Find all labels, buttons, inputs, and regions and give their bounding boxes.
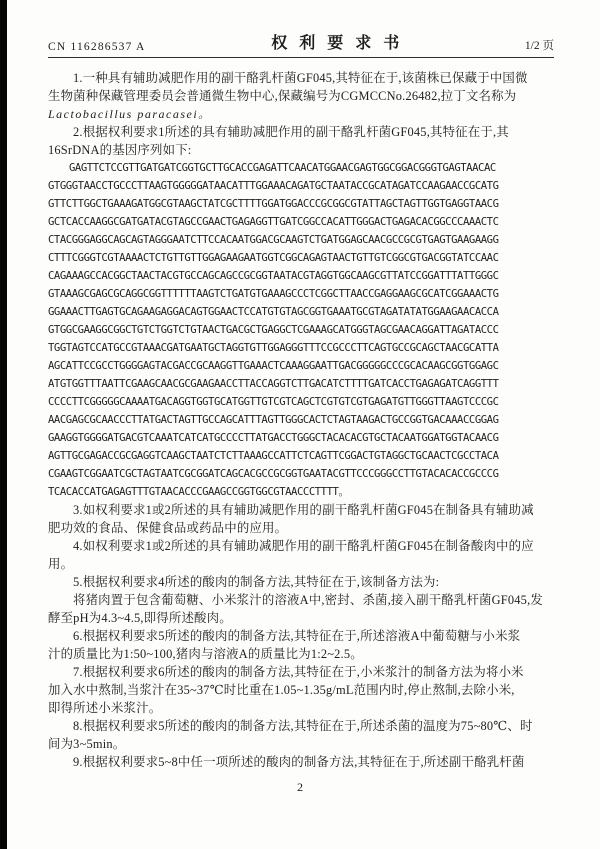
- dna-sequence-line: GTGGGTAACCTGCCCTTAAGTGGGGGATAACATTTGGAAACAGATGCTAATACCGCATAGATCCAAGAACCGCATG: [48, 180, 499, 192]
- dna-sequence-line: GCTCACCAAGGCGATGATACGTAGCCGAACTGAGAGGTTGATCGGCCACATTGGGACTGAGACACGGCCCAAACTC: [48, 216, 499, 228]
- claim-text-line: 9.根据权利要求5~8中任一项所述的酸肉的制备方法,其特征在于,所述副干酪乳杆菌: [73, 755, 525, 769]
- claim-text-line: 5.根据权利要求4所述的酸肉的制备方法,其特征在于,该制备方法为:: [73, 575, 440, 589]
- publication-number: CN 116286537 A: [48, 41, 146, 53]
- dna-sequence-line: CGAAGTCGGAATCGCTAGTAATCGCGGATCAGCACGCCGCGGTGAATACGTTCCCGGGCCTTGTACACACCGCCCG: [48, 468, 499, 480]
- claim-text-line: 16SrDNA的基因序列如下:: [48, 143, 192, 157]
- claim-text-line: 酵至pH为4.3~4.5,即得所述酸肉。: [48, 611, 232, 625]
- dna-sequence-line: ATGTGGTTTAATTCGAAGCAACGCGAAGAACCTTACCAGGTCTTGACATCTTTTGATCACCTGAGAGATCAGGTTT: [48, 378, 499, 390]
- page-header: [48, 30, 554, 58]
- claim-text-line: 用。: [48, 557, 74, 571]
- dna-sequence-line: GGAAACTTGAGTGCAGAAGAGGACAGTGGAACTCCATGTGTAGCGGTGAAATGCGTAGATATATGGAAGAACACCA: [48, 306, 499, 318]
- claim-text-line: 将猪肉置于包含葡萄糖、小米浆汁的溶液A中,密封、杀菌,接入副干酪乳杆菌GF045,发: [73, 593, 543, 607]
- dna-sequence-line: TGGTAGTCCATGCCGTAAACGATGAATGCTAGGTGTTGGAGGGTTTCCGCCCTTCAGTGCCGCAGCTAACGCATTA: [48, 342, 499, 354]
- dna-sequence-line: AGTTGCGAGACCGCGAGGTCAAGCTAATCTCTTAAAGCCATTCTCAGTTCGGACTGTAGGCTGCAACTCGCCTACA: [48, 450, 499, 462]
- claim-text-line: 间为3~5min。: [48, 737, 126, 751]
- dna-sequence-line: CCCCTTCGGGGGCAAAATGACAGGTGGTGCATGGTTGTCGTCAGCTCGTGTCGTGAGATGTTGGGTTAAGTCCCGC: [48, 396, 499, 408]
- claims-body: [48, 69, 554, 771]
- dna-sequence-line: CTACGGGAGGCAGCAGTAGGGAATCTTCCACAATGGACGCAAGTCTGATGGAGCAACGCCGCGTGAGTGAAGAAGG: [48, 234, 499, 246]
- claim-text-line: 6.根据权利要求5所述的酸肉的制备方法,其特征在于,所述溶液A中葡萄糖与小米浆: [73, 629, 521, 643]
- claim-text-line: 汁的质量比为1:50~100,猪肉与溶液A的质量比为1:2~2.5。: [48, 647, 363, 661]
- claim-text-line: 即得所述小米浆汁。: [48, 701, 162, 715]
- claim-text-line: 3.如权利要求1或2所述的具有辅助减肥作用的副干酪乳杆菌GF045在制备具有辅助减: [73, 503, 534, 517]
- dna-sequence-line: AACGAGCGCAACCCTTATGACTAGTTGCCAGCATTTAGTTGGGCACTCTAGTAAGACTGCCGGTGACAAACCGGAG: [48, 414, 499, 426]
- dna-sequence-line: GTAAAGCGAGCGCAGGCGGTTTTTTAAGTCTGATGTGAAAGCCCTCGGCTTAACCGAGGAAGCGCATCGGAAACTG: [48, 288, 499, 300]
- dna-sequence-line: CTTTCGGGTCGTAAAACTCTGTTGTTGGAGAAGAATGGTCGGCAGAGTAACTGTTGTCGGCGTGACGGTATCCAAC: [48, 252, 499, 264]
- claim-text-line: 肥功效的食品、保健食品或药品中的应用。: [48, 521, 288, 535]
- claim-text-line: 生物菌种保藏管理委员会普通微生物中心,保藏编号为CGMCCNo.26482,拉丁文名称为: [48, 89, 517, 103]
- page-number: 2: [297, 780, 303, 794]
- claim-text-line: 8.根据权利要求5所述的酸肉的制备方法,其特征在于,所述杀菌的温度为75~80℃、时: [73, 719, 533, 733]
- claim-text-line: 1.一种具有辅助减肥作用的副干酪乳杆菌GF045,其特征在于,该菌株已保藏于中国微: [73, 71, 528, 85]
- dna-sequence-line: TCACACCATGAGAGTTTGTAACACCCGAAGCCGGTGGCGTAACCCTTTT。: [48, 486, 349, 498]
- claim-text-line: 7.根据权利要求6所述的酸肉的制备方法,其特征在于,小米浆汁的制备方法为将小米: [73, 665, 524, 679]
- latin-name-line: Lactobacillus paracasei。: [48, 107, 212, 121]
- scan-edge-artifact: [0, 0, 7, 849]
- dna-sequence-line: GAAGGTGGGGATGACGTCAAATCATCATGCCCCTTATGACCTGGGCTACACACGTGCTACAATGGATGGTACAACG: [48, 432, 499, 444]
- page-footer: [0, 778, 600, 796]
- claim-text-line: 加入水中熬制,当浆汁在35~37℃时比重在1.05~1.35g/mL范围内时,停止熬制,去除小米,: [48, 683, 515, 697]
- page-content: [48, 30, 554, 771]
- dna-sequence-line: GAGTTCTCCGTTGATGATCGGTGCTTGCACCGAGATTCAACATGGAACGAGTGGCGGACGGGTGAGTAACAC: [69, 162, 496, 174]
- page-indicator: 1/2 页: [524, 40, 554, 52]
- claim-text-line: 2.根据权利要求1所述的具有辅助减肥作用的副干酪乳杆菌GF045,其特征在于,其: [73, 125, 509, 139]
- document-title: 权利要求书: [271, 35, 412, 52]
- dna-sequence-line: AGCATTCCGCCTGGGGAGTACGACCGCAAGGTTGAAACTCAAAGGAATTGACGGGGGCCCGCACAAGCGGTGGAGC: [48, 360, 499, 372]
- dna-sequence-line: GTGGCGAAGGCGGCTGTCTGGTCTGTAACTGACGCTGAGGCTCGAAAGCATGGGTAGCGAACAGGATTAGATACCC: [48, 324, 499, 336]
- dna-sequence-line: CAGAAAGCCACGGCTAACTACGTGCCAGCAGCCGCGGTAATACGTAGGTGGCAAGCGTTATCCGGATTTATTGGGC: [48, 270, 499, 282]
- dna-sequence-line: GTTCTTGGCTGAAAGATGGCGTAAGCTATCGCTTTTGGATGGACCCGCGGCGTATTAGCTAGTTGGTGAGGTAACG: [48, 198, 499, 210]
- claim-text-line: 4.如权利要求1或2所述的具有辅助减肥作用的副干酪乳杆菌GF045在制备酸肉中的应: [73, 539, 534, 553]
